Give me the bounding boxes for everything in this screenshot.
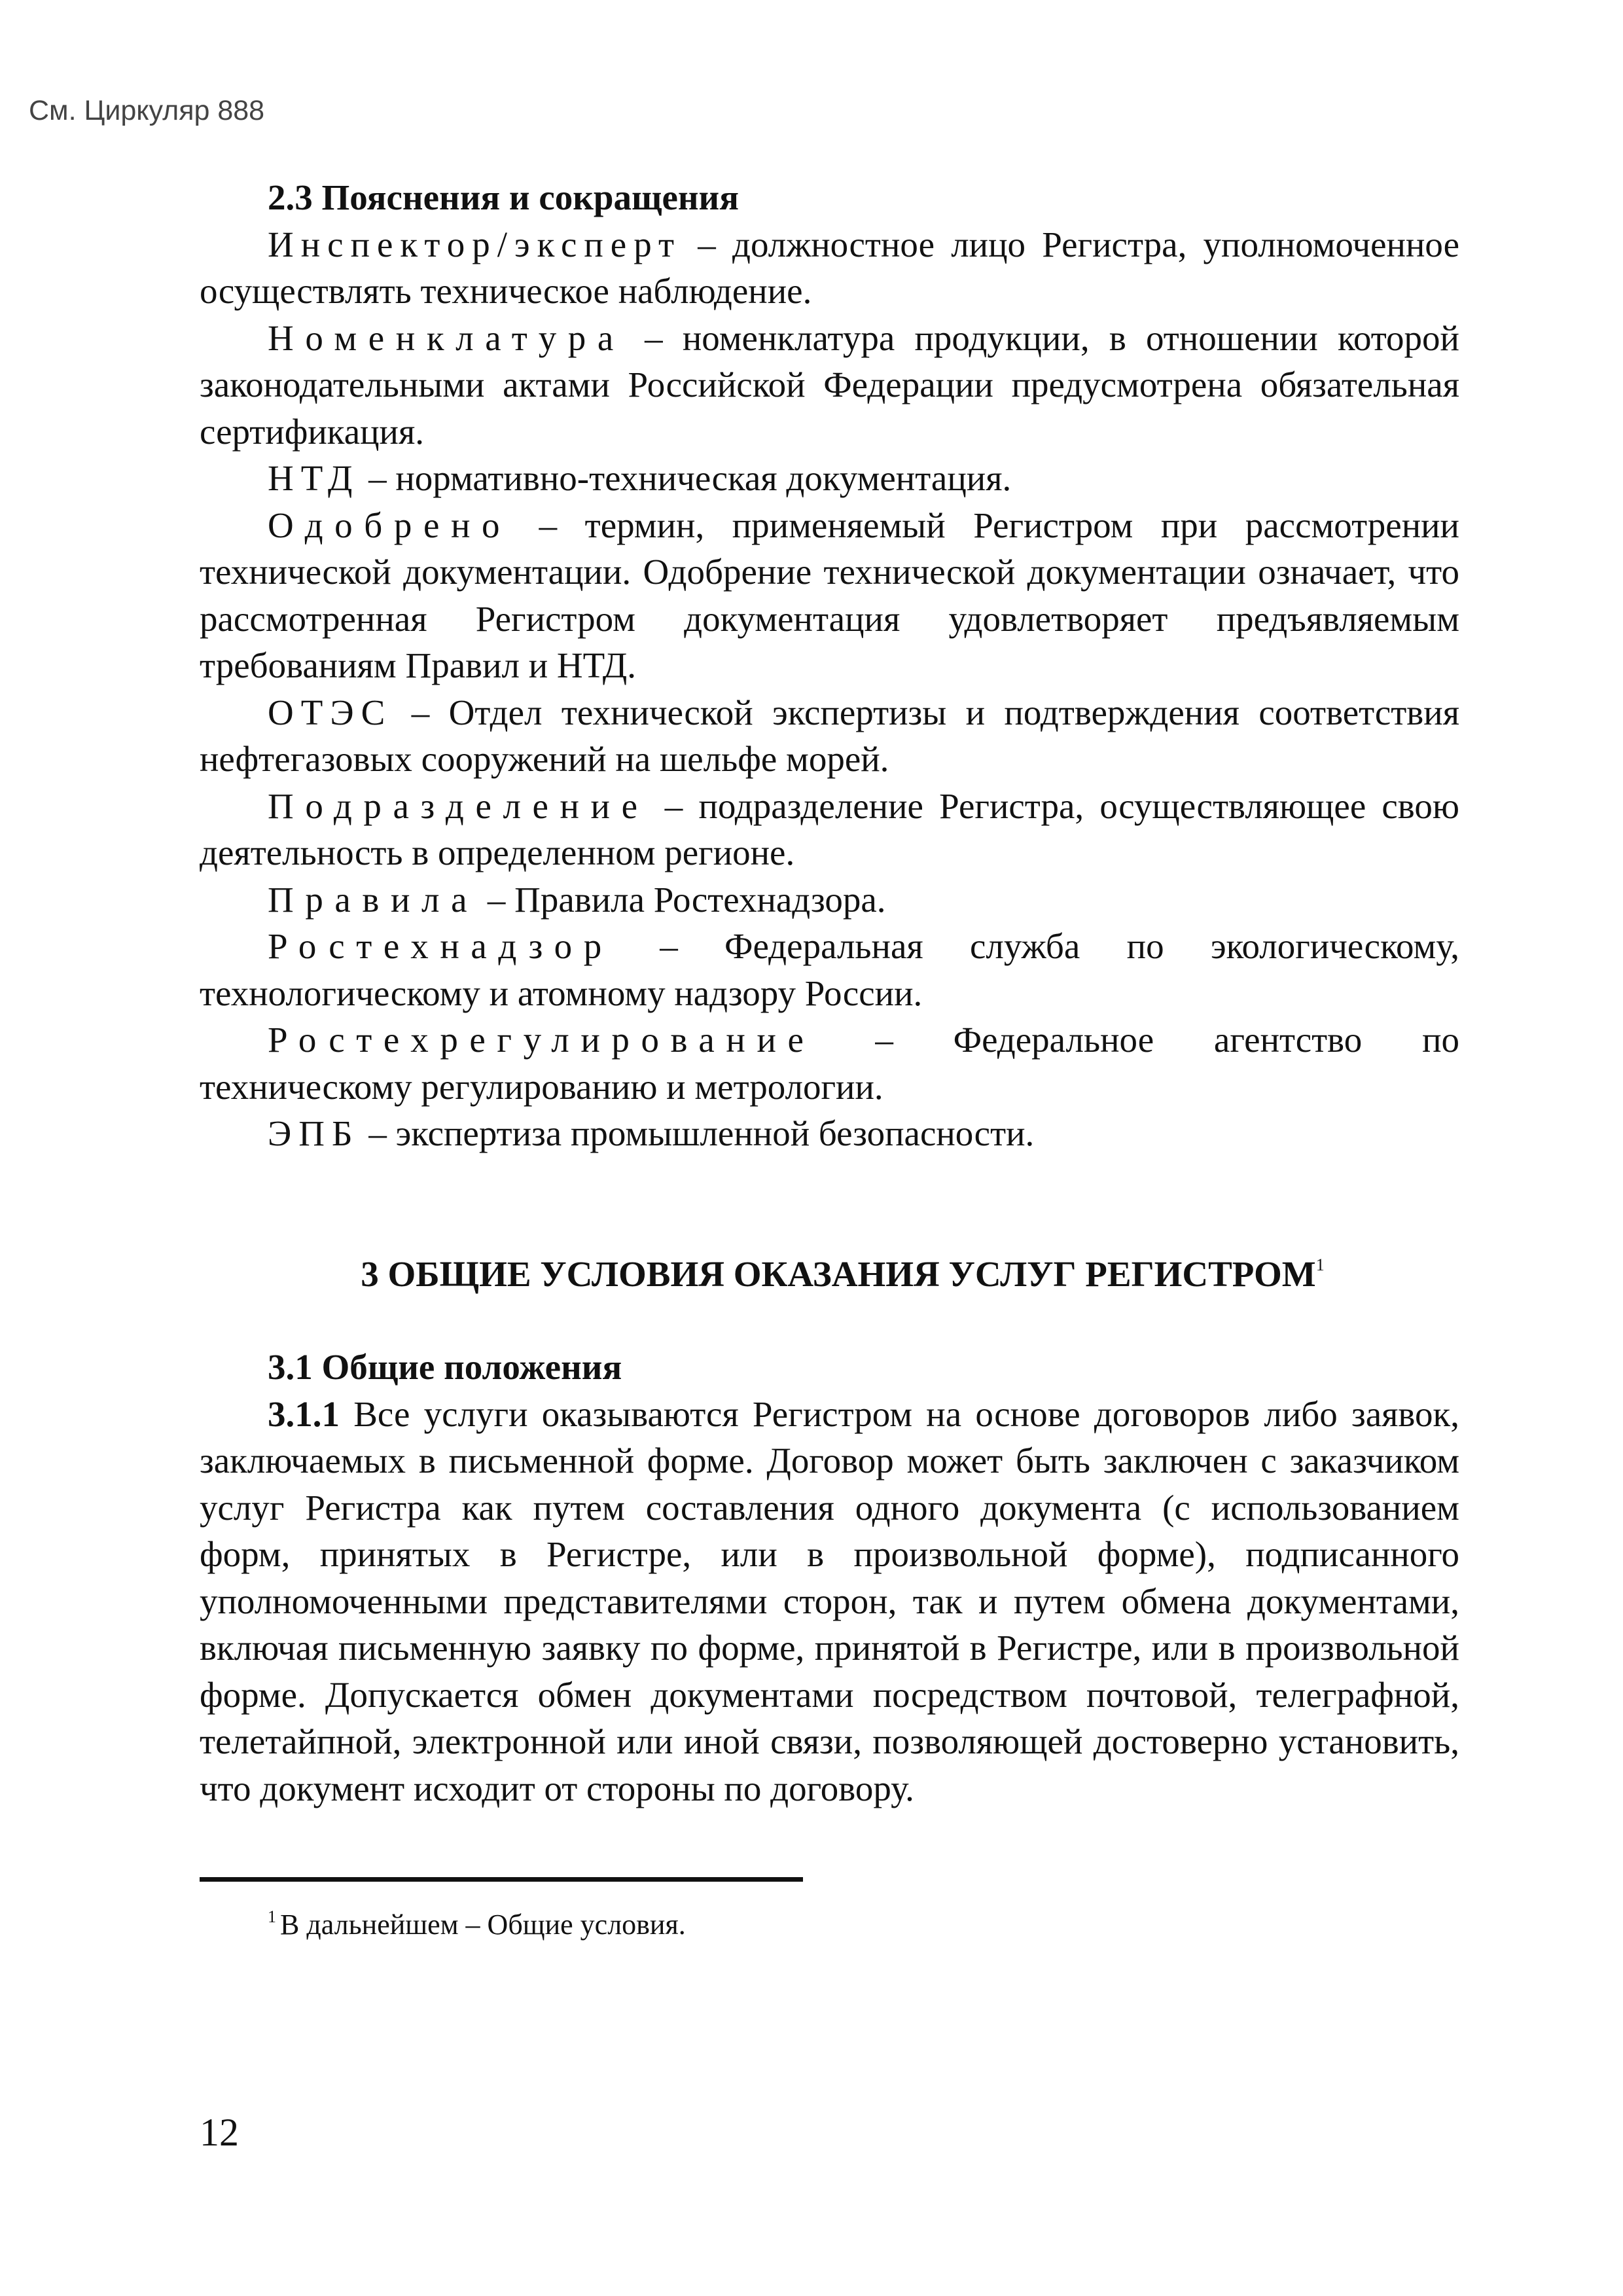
definition-term: ОТЭС — [268, 692, 393, 732]
definition-item — [200, 1016, 1459, 1110]
definitions-list — [200, 221, 1459, 1157]
definition-text: – Правила Ростехнадзора. — [478, 879, 886, 920]
definition-item — [200, 923, 1459, 1016]
definition-item — [200, 455, 1459, 502]
definition-text: – термин, применяемый Регистром при рассмотрении технической документации. Одобрение технической документации означает, что рассмотренная Регистром документация удовлетворяет предъявляемым требованиям Правил и НТД. — [200, 505, 1459, 685]
definition-term: ЭПБ — [268, 1113, 360, 1153]
footnote-reference: 1 — [1315, 1255, 1325, 1274]
definition-text: – экспертиза промышленной безопасности. — [359, 1113, 1035, 1153]
definition-term: Правила — [268, 879, 479, 920]
footnote — [268, 1908, 686, 1943]
definition-text: – должностное лицо Регистра, уполномоченное осуществлять техническое наблюдение. — [200, 224, 1459, 311]
header-note: См. Циркуляр 888 — [29, 95, 265, 126]
definition-term: Одобрено — [268, 505, 512, 545]
footnote-divider — [200, 1877, 803, 1882]
footnote-mark: 1 — [268, 1907, 276, 1926]
section-3-title-text: 3 ОБЩИЕ УСЛОВИЯ ОКАЗАНИЯ УСЛУГ РЕГИСТРОМ — [361, 1253, 1316, 1294]
footnote-text: В дальнейшем – Общие условия. — [280, 1909, 686, 1941]
definition-item — [200, 876, 1459, 924]
paragraph-text: Все услуги оказываются Регистром на основе договоров либо заявок, заключаемых в письменной форме. Договор может быть заключен с заказчиком услуг Регистра как путем составления одного документа (с использованием форм, принятых в Регистре, или в произвольной форме), подписанного уполномоченными представителями сторон, так и путем обмена документами, включая письменную заявку по форме, принятой в Регистре, или в произвольной форме. Допускается обмен документами посредством почтовой, телеграфной, телетайпной, электронной или иной связи, позволяющей достоверно установить, что документ исходит от стороны по договору. — [200, 1393, 1459, 1808]
definition-term: Ростехрегулирование — [268, 1020, 815, 1060]
definition-text: – нормативно-техническая документация. — [359, 458, 1012, 498]
paragraph-number: 3.1.1 — [268, 1393, 340, 1434]
definition-item — [200, 502, 1459, 689]
body-text — [200, 174, 1459, 1812]
definition-text: – Отдел технической экспертизы и подтверждения соответствия нефтегазовых сооружений на шельфе морей. — [200, 692, 1459, 779]
definition-item — [200, 315, 1459, 456]
definition-term: НТД — [268, 458, 360, 498]
section-2-3-heading: 2.3 Пояснения и сокращения — [268, 177, 739, 217]
section-3-1-heading: 3.1 Общие положения — [268, 1347, 622, 1387]
definition-term: Инспектор/эксперт — [268, 224, 682, 264]
definition-text: – Федеральное агентство по техническому регулированию и метрологии. — [200, 1020, 1459, 1107]
definition-text: – Федеральная служба по экологическому, технологическому и атомному надзору России. — [200, 926, 1459, 1013]
paragraph-3-1-1 — [200, 1391, 1459, 1812]
section-3-title — [200, 1251, 1459, 1298]
definition-term: Номенклатура — [268, 317, 625, 358]
section-spacer — [200, 1157, 1459, 1251]
definition-item — [200, 783, 1459, 876]
definition-item — [200, 221, 1459, 315]
definition-text: – подразделение Регистра, осуществляющее свою деятельность в определенном регионе. — [200, 785, 1459, 872]
definition-term: Подразделение — [268, 785, 649, 826]
definition-term: Ростехнадзор — [268, 926, 613, 966]
definition-item — [200, 689, 1459, 783]
definition-text: – номенклатура продукции, в отношении которой законодательными актами Российской Федерации предусмотрена обязательная сертификация. — [200, 317, 1459, 452]
definition-item — [200, 1110, 1459, 1157]
section-spacer — [200, 1297, 1459, 1344]
page-number: 12 — [200, 2111, 239, 2154]
